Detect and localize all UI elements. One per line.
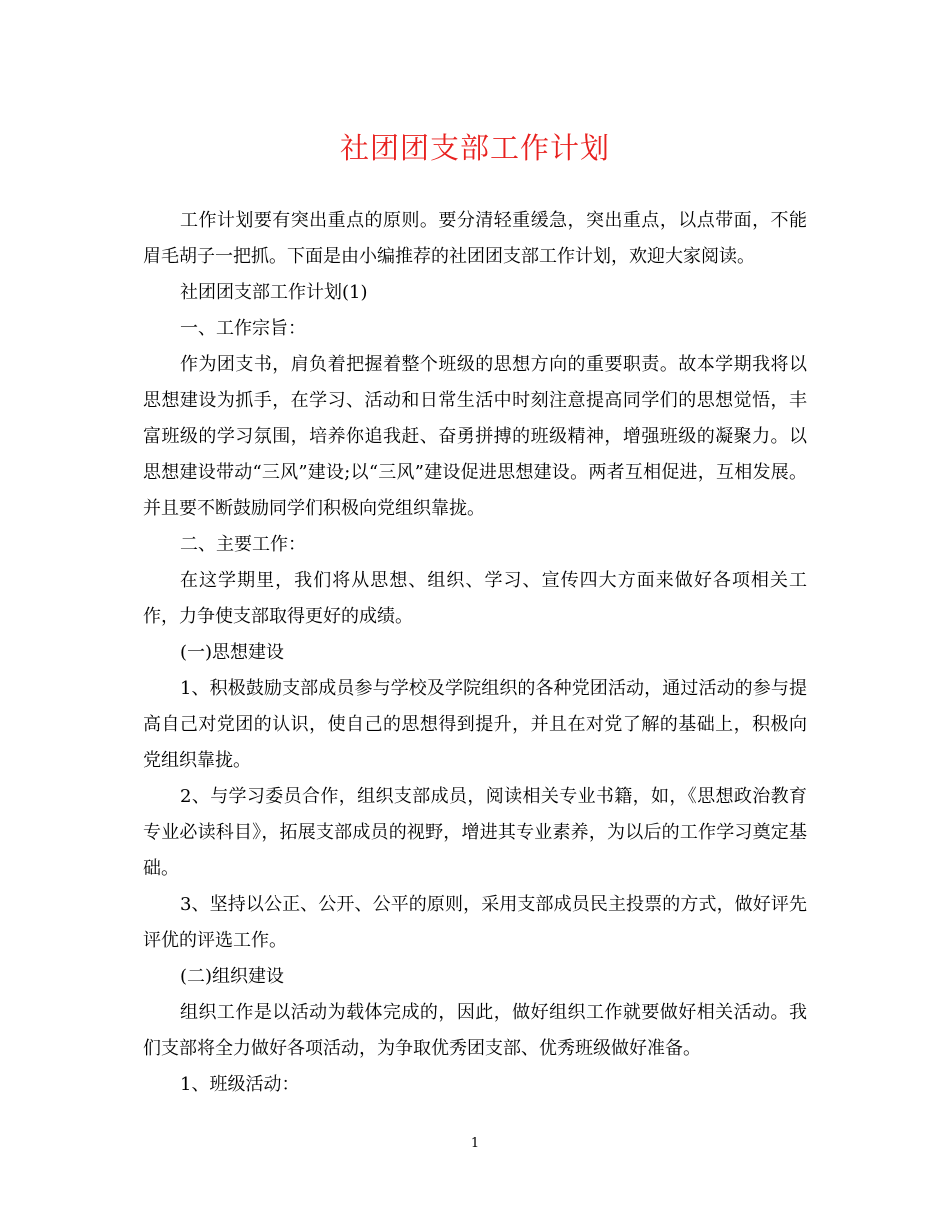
plan-heading: 社团团支部工作计划(1) (180, 282, 368, 303)
ideology-item-2: 2、与学习委员合作，组织支部成员，阅读相关专业书籍，如，《思想政治教育专业必读科目》，拓展支部成员的视野，增进其专业素养，为以后的工作学习奠定基础。 (143, 786, 807, 879)
ideology-item-1: 1、积极鼓励支部成员参与学校及学院组织的各种党团活动，通过活动的参与提高自己对党团的认识，使自己的思想得到提升，并且在对党了解的基础上，积极向党组织靠拢。 (143, 678, 807, 771)
section-heading-purpose: 一、工作宗旨： (180, 318, 306, 339)
ideology-item-3: 3、坚持以公正、公开、公平的原则，采用支部成员民主投票的方式，做好评先评优的评选工作。 (143, 894, 807, 951)
organization-paragraph: 组织工作是以活动为载体完成的，因此，做好组织工作就要做好相关活动。我们支部将全力做好各项活动，为争取优秀团支部、优秀班级做好准备。 (143, 1002, 807, 1059)
subsection-heading-organization: (二)组织建设 (180, 966, 285, 987)
class-activities-heading: 1、班级活动： (180, 1074, 300, 1095)
document-body (143, 203, 807, 1103)
subsection-heading-ideology: (一)思想建设 (180, 642, 285, 663)
purpose-paragraph: 作为团支书，肩负着把握着整个班级的思想方向的重要职责。故本学期我将以思想建设为抓手，在学习、活动和日常生活中时刻注意提高同学们的思想觉悟，丰富班级的学习氛围，培养你追我赶、奋勇拼搏的班级精神，增强班级的凝聚力。以思想建设带动“三风”建设;以“三风”建设促进思想建设。两者互相促进，互相发展。并且要不断鼓励同学们积极向党组织靠拢。 (143, 354, 807, 519)
main-work-paragraph: 在这学期里，我们将从思想、组织、学习、宣传四大方面来做好各项相关工作，力争使支部取得更好的成绩。 (143, 570, 807, 627)
page-number: 1 (470, 1136, 480, 1151)
intro-paragraph: 工作计划要有突出重点的原则。要分清轻重缓急，突出重点，以点带面，不能眉毛胡子一把抓。下面是由小编推荐的社团团支部工作计划，欢迎大家阅读。 (143, 210, 807, 267)
document-title: 社团团支部工作计划 (339, 131, 610, 165)
section-heading-main-work: 二、主要工作： (180, 534, 306, 555)
